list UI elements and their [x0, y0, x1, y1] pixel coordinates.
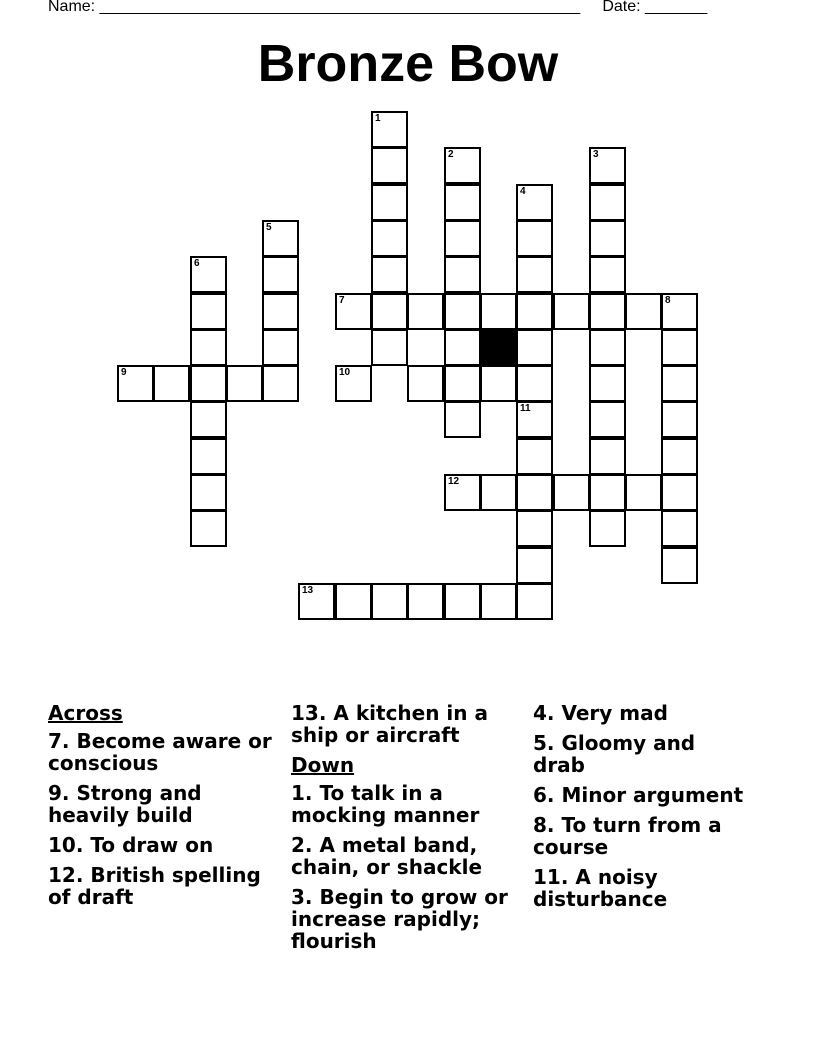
clue-number: 12. — [48, 863, 91, 887]
grid-cell[interactable] — [480, 474, 517, 511]
grid-cell[interactable] — [516, 547, 553, 584]
clue-text: A noisy disturbance — [533, 865, 668, 911]
grid-cell[interactable] — [153, 365, 190, 402]
clue-text: A metal band, chain, or shackle — [291, 833, 483, 879]
clue-number: 5. — [533, 731, 562, 755]
grid-cell[interactable] — [190, 510, 227, 547]
grid-cell[interactable] — [625, 474, 662, 511]
grid-cell[interactable] — [516, 329, 553, 366]
date-label: Date: — [602, 0, 641, 15]
grid-cell[interactable] — [625, 293, 662, 330]
grid-cell[interactable] — [480, 293, 517, 330]
clue-number-10: 10 — [339, 367, 351, 378]
grid-cell[interactable] — [371, 220, 408, 257]
grid-cell[interactable] — [516, 474, 553, 511]
grid-cell[interactable] — [516, 293, 553, 330]
grid-cell[interactable] — [516, 438, 553, 475]
clue-number-1: 1 — [375, 113, 381, 124]
clue-number-7: 7 — [339, 295, 345, 306]
grid-cell[interactable] — [444, 256, 481, 293]
clue-across-12 — [48, 864, 278, 908]
grid-cell[interactable] — [371, 583, 408, 620]
grid-cell[interactable] — [226, 365, 263, 402]
grid-cell[interactable] — [516, 365, 553, 402]
grid-cell[interactable] — [298, 583, 335, 620]
clue-number: 2. — [291, 833, 320, 857]
clue-number: 10. — [48, 833, 91, 857]
clue-down-11 — [533, 866, 753, 910]
clue-number: 9. — [48, 781, 77, 805]
clue-number: 13. — [291, 701, 334, 725]
grid-cell[interactable] — [661, 510, 698, 547]
clue-number: 1. — [291, 781, 320, 805]
clue-text: British spelling of draft — [48, 863, 261, 909]
grid-cell[interactable] — [444, 220, 481, 257]
clue-text: Very mad — [561, 701, 668, 725]
grid-cell[interactable] — [444, 293, 481, 330]
grid-cell[interactable] — [262, 365, 299, 402]
clue-number-8: 8 — [665, 295, 671, 306]
clue-number-13: 13 — [302, 585, 314, 596]
grid-cell[interactable] — [444, 147, 481, 184]
name-blank[interactable]: ______________________________________________________ — [99, 0, 581, 15]
clue-number-5: 5 — [266, 222, 272, 233]
grid-cell[interactable] — [661, 401, 698, 438]
grid-cell[interactable] — [516, 256, 553, 293]
grid-cell[interactable] — [516, 401, 553, 438]
grid-cell[interactable] — [335, 293, 372, 330]
grid-cell[interactable] — [407, 293, 444, 330]
clue-number: 11. — [533, 865, 576, 889]
clue-number: 8. — [533, 813, 562, 837]
grid-cell[interactable] — [661, 329, 698, 366]
grid-cell[interactable] — [444, 184, 481, 221]
grid-cell[interactable] — [407, 583, 444, 620]
clue-down-5 — [533, 732, 753, 776]
clue-number: 7. — [48, 729, 77, 753]
clue-number-2: 2 — [448, 149, 454, 160]
grid-cell[interactable] — [589, 401, 626, 438]
clue-text: To talk in a mocking manner — [291, 781, 480, 827]
grid-cell[interactable] — [661, 547, 698, 584]
clue-number: 6. — [533, 783, 562, 807]
clue-down-8 — [533, 814, 753, 858]
clue-down-4 — [533, 702, 753, 724]
grid-cell[interactable] — [262, 329, 299, 366]
clue-number: 3. — [291, 885, 320, 909]
clue-text: Minor argument — [561, 783, 744, 807]
across-heading: Across — [48, 701, 123, 725]
clue-text: To draw on — [90, 833, 214, 857]
clue-down-2 — [291, 834, 521, 878]
grid-cell[interactable] — [589, 184, 626, 221]
grid-cell[interactable] — [516, 184, 553, 221]
grid-cell[interactable] — [190, 401, 227, 438]
clue-number: 4. — [533, 701, 562, 725]
clue-text: A kitchen in a ship or aircraft — [291, 701, 488, 747]
grid-cell[interactable] — [335, 583, 372, 620]
grid-cell[interactable] — [444, 401, 481, 438]
grid-cell[interactable] — [190, 329, 227, 366]
clues-column-1 — [48, 702, 278, 916]
grid-cell[interactable] — [371, 184, 408, 221]
clue-text: Become aware or conscious — [48, 729, 272, 775]
grid-cell[interactable] — [661, 365, 698, 402]
grid-cell[interactable] — [371, 329, 408, 366]
grid-cell[interactable] — [335, 365, 372, 402]
grid-cell[interactable] — [589, 293, 626, 330]
grid-cell[interactable] — [589, 147, 626, 184]
grid-cell[interactable] — [371, 111, 408, 148]
grid-cell[interactable] — [516, 510, 553, 547]
grid-cell[interactable] — [589, 474, 626, 511]
grid-cell[interactable] — [589, 256, 626, 293]
page-title: Bronze Bow — [257, 35, 559, 93]
grid-cell[interactable] — [516, 220, 553, 257]
clue-number-6: 6 — [194, 258, 200, 269]
grid-cell[interactable] — [190, 365, 227, 402]
grid-cell[interactable] — [589, 365, 626, 402]
grid-cell[interactable] — [190, 256, 227, 293]
name-label: Name: — [48, 0, 96, 15]
clue-across-7 — [48, 730, 278, 774]
grid-cell[interactable] — [661, 474, 698, 511]
clue-down-3 — [291, 886, 521, 952]
clue-down-6 — [533, 784, 753, 806]
grid-cell[interactable] — [407, 365, 444, 402]
clue-text: Begin to grow or increase rapidly; flourish — [291, 885, 508, 953]
grid-cell[interactable] — [589, 510, 626, 547]
grid-cell[interactable] — [480, 365, 517, 402]
clues-column-3 — [533, 702, 753, 918]
grid-cell[interactable] — [516, 583, 553, 620]
grid-cell[interactable] — [444, 329, 481, 366]
clues-column-2 — [291, 702, 521, 960]
clue-number-4: 4 — [520, 186, 526, 197]
down-heading: Down — [291, 753, 355, 777]
clue-text: Gloomy and drab — [533, 731, 696, 777]
grid-cell[interactable] — [553, 474, 590, 511]
grid-cell[interactable] — [480, 583, 517, 620]
grid-cell[interactable] — [190, 293, 227, 330]
grid-cell[interactable] — [371, 147, 408, 184]
grid-cell[interactable] — [589, 220, 626, 257]
date-blank[interactable]: _______ — [645, 0, 708, 15]
clue-down-1 — [291, 782, 521, 826]
clue-number-3: 3 — [593, 149, 599, 160]
grid-cell[interactable] — [190, 474, 227, 511]
grid-cell[interactable] — [262, 220, 299, 257]
grid-cell[interactable] — [553, 293, 590, 330]
clue-number-11: 11 — [520, 403, 531, 414]
grid-cell[interactable] — [371, 256, 408, 293]
clue-text: To turn from a course — [533, 813, 722, 859]
clue-across-9 — [48, 782, 278, 826]
grid-cell[interactable] — [444, 474, 481, 511]
black-square — [480, 329, 517, 366]
grid-cell[interactable] — [371, 293, 408, 330]
grid-cell[interactable] — [589, 329, 626, 366]
grid-cell[interactable] — [262, 256, 299, 293]
clue-text: Strong and heavily build — [48, 781, 202, 827]
grid-cell[interactable] — [661, 438, 698, 475]
grid-cell[interactable] — [262, 293, 299, 330]
grid-cell[interactable] — [661, 293, 698, 330]
clue-number-12: 12 — [448, 476, 460, 487]
grid-cell[interactable] — [190, 438, 227, 475]
grid-cell[interactable] — [589, 438, 626, 475]
grid-cell[interactable] — [117, 365, 154, 402]
grid-cell[interactable] — [444, 365, 481, 402]
grid-cell[interactable] — [444, 583, 481, 620]
clue-across-13 — [291, 702, 521, 746]
clue-across-10 — [48, 834, 278, 856]
clue-number-9: 9 — [121, 367, 127, 378]
